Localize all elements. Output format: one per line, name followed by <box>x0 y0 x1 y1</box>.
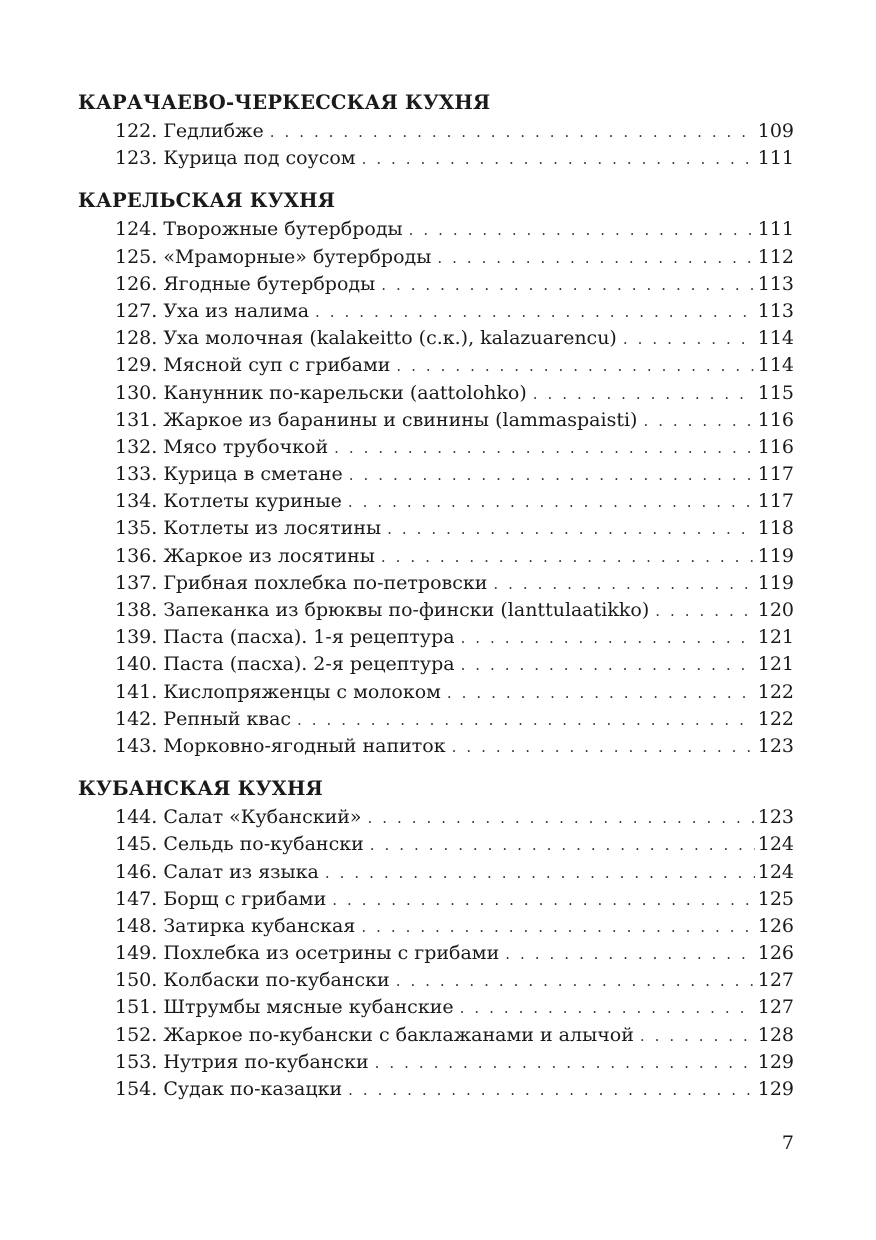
entry-page: 127 <box>757 996 794 1019</box>
entry-number: 143. <box>115 734 158 757</box>
toc-entry[interactable] <box>78 679 794 706</box>
toc-entry[interactable] <box>78 624 794 651</box>
dot-leader <box>348 1077 755 1104</box>
entry-page: 112 <box>757 245 794 268</box>
entry-page: 124 <box>757 860 794 883</box>
entry-number: 140. <box>115 653 158 676</box>
dot-leader <box>655 598 754 625</box>
dot-leader <box>643 408 754 435</box>
dot-leader <box>493 571 754 598</box>
entry-page: 121 <box>757 653 794 676</box>
entry-number: 134. <box>115 490 158 513</box>
dot-leader <box>349 462 755 489</box>
toc-entry[interactable] <box>78 994 794 1021</box>
section-kuban <box>78 774 794 1103</box>
entry-title: Творожные бутерброды <box>163 218 403 241</box>
entry-page: 109 <box>757 120 794 142</box>
entry-number: 154. <box>115 1078 158 1100</box>
toc-entry[interactable] <box>78 886 794 913</box>
entry-title: Похлебка из осетрины с грибами <box>163 942 500 965</box>
entry-title: Морковно-ягодный напиток <box>163 734 446 757</box>
entry-page: 129 <box>757 1078 794 1100</box>
entry-title: «Мраморные» бутерброды <box>163 245 432 268</box>
entry-title: Штрумбы мясные кубанские <box>163 996 454 1019</box>
entry-number: 147. <box>115 887 158 910</box>
toc-entry[interactable] <box>78 271 794 298</box>
entry-title: Мясо трубочкой <box>163 435 329 458</box>
section-karelian <box>78 186 794 760</box>
dot-leader <box>640 1023 755 1050</box>
entry-page: 116 <box>757 408 794 431</box>
toc-entry[interactable] <box>78 859 794 886</box>
entry-number: 122. <box>115 120 158 142</box>
entry-number: 128. <box>115 327 158 350</box>
toc-entry[interactable] <box>78 804 794 831</box>
entry-title: Курица под соусом <box>163 147 356 170</box>
toc-entry[interactable] <box>78 515 794 542</box>
entry-page: 117 <box>757 463 794 486</box>
entry-page: 118 <box>757 517 794 540</box>
dot-leader <box>461 652 755 679</box>
entry-number: 148. <box>115 914 158 937</box>
toc-entry[interactable] <box>78 831 794 858</box>
toc-entry[interactable] <box>78 380 794 407</box>
toc-entry[interactable] <box>78 325 794 352</box>
entry-number: 133. <box>115 463 158 486</box>
entry-number: 149. <box>115 942 158 965</box>
entry-page: 123 <box>757 734 794 757</box>
toc-entry[interactable] <box>78 597 794 624</box>
entry-number: 142. <box>115 707 158 730</box>
toc-entry[interactable] <box>78 940 794 967</box>
toc-entry[interactable] <box>78 488 794 515</box>
toc-entry[interactable] <box>78 1022 794 1049</box>
entry-page: 129 <box>757 1050 794 1073</box>
entry-page: 115 <box>757 381 794 404</box>
entry-page: 122 <box>757 707 794 730</box>
dot-leader <box>368 805 755 832</box>
entry-title: Затирка кубанская <box>163 914 356 937</box>
entry-page: 116 <box>757 435 794 458</box>
entry-number: 126. <box>115 272 158 295</box>
entry-number: 145. <box>115 833 158 856</box>
dot-leader <box>325 860 755 887</box>
dot-leader <box>387 516 755 543</box>
entry-number: 129. <box>115 354 158 377</box>
toc-entry[interactable] <box>78 298 794 325</box>
section-title: КУБАНСКАЯ КУХНЯ <box>78 777 323 801</box>
dot-leader <box>361 914 754 941</box>
entry-title: Репный квас <box>163 707 292 730</box>
toc-entry[interactable] <box>78 461 794 488</box>
dot-leader <box>452 734 755 761</box>
entry-page: 120 <box>757 599 794 621</box>
entry-title: Канунник по-карельски (aattolohko) <box>163 381 527 404</box>
entry-page: 121 <box>757 626 794 649</box>
dot-leader <box>362 146 755 173</box>
dot-leader <box>381 272 755 299</box>
section-entries <box>78 804 794 1103</box>
entry-number: 131. <box>115 408 158 431</box>
section-entries <box>78 216 794 760</box>
entry-page: 114 <box>757 354 794 377</box>
entry-number: 139. <box>115 626 158 649</box>
entry-number: 136. <box>115 544 158 567</box>
toc-entry[interactable] <box>78 352 794 379</box>
table-of-contents <box>78 88 794 1103</box>
entry-number: 146. <box>115 860 158 883</box>
section-title: КАРАЧАЕВО-ЧЕРКЕССКАЯ КУХНЯ <box>78 91 491 114</box>
entry-title: Котлеты из лосятины <box>163 517 382 540</box>
toc-entry[interactable] <box>78 651 794 678</box>
entry-title: Жаркое из баранины и свинины (lammaspaisti) <box>163 408 638 431</box>
toc-entry[interactable] <box>78 118 794 145</box>
toc-entry[interactable] <box>78 145 794 172</box>
entry-title: Уха молочная (kalakeitto (с.к.), kalazuarencu) <box>163 327 617 350</box>
section-entries <box>78 118 794 172</box>
entry-number: 132. <box>115 435 158 458</box>
section-title: КАРЕЛЬСКАЯ КУХНЯ <box>78 189 336 213</box>
entry-page: 111 <box>757 218 794 241</box>
entry-number: 127. <box>115 299 158 322</box>
entry-number: 138. <box>115 599 158 621</box>
entry-number: 125. <box>115 245 158 268</box>
toc-entry[interactable] <box>78 967 794 994</box>
entry-title: Запеканка из брюквы по-фински (lanttulaatikko) <box>163 599 650 621</box>
entry-page: 128 <box>757 1023 794 1046</box>
page-number: 7 <box>781 1132 794 1154</box>
entry-number: 123. <box>115 147 158 170</box>
toc-entry[interactable] <box>78 733 794 760</box>
toc-entry[interactable] <box>78 244 794 271</box>
toc-entry[interactable] <box>78 407 794 434</box>
entry-page: 119 <box>757 571 794 594</box>
entry-number: 144. <box>115 806 158 829</box>
dot-leader <box>375 1050 755 1077</box>
entry-number: 124. <box>115 218 158 241</box>
entry-title: Уха из налима <box>163 299 310 322</box>
entry-title: Котлеты куриные <box>163 490 342 513</box>
entry-page: 125 <box>757 887 794 910</box>
dot-leader <box>409 217 755 244</box>
entry-page: 122 <box>757 680 794 703</box>
entry-title: Судак по-казацки <box>163 1078 343 1100</box>
entry-title: Курица в сметане <box>163 463 343 486</box>
dot-leader <box>270 119 755 146</box>
toc-entry[interactable] <box>78 216 794 243</box>
entry-title: Мясной суп с грибами <box>163 354 391 377</box>
entry-page: 111 <box>757 147 794 170</box>
entry-number: 151. <box>115 996 158 1019</box>
toc-entry[interactable] <box>78 706 794 733</box>
entry-page: 119 <box>757 544 794 567</box>
entry-title: Грибная похлебка по-петровски <box>163 571 488 594</box>
entry-title: Паста (пасха). 1-я рецептура <box>163 626 455 649</box>
entry-number: 137. <box>115 571 158 594</box>
toc-entry[interactable] <box>78 913 794 940</box>
entry-title: Салат «Кубанский» <box>163 806 362 829</box>
entry-number: 135. <box>115 517 158 540</box>
dot-leader <box>505 941 754 968</box>
dot-leader <box>460 995 755 1022</box>
entry-page: 117 <box>757 490 794 513</box>
entry-page: 126 <box>757 942 794 965</box>
dot-leader <box>297 707 755 734</box>
entry-title: Жаркое по-кубански с баклажанами и алычой <box>163 1023 634 1046</box>
entry-title: Ягодные бутерброды <box>163 272 376 295</box>
entry-number: 150. <box>115 969 158 992</box>
dot-leader <box>332 887 754 914</box>
entry-title: Борщ с грибами <box>163 887 327 910</box>
dot-leader <box>396 353 754 380</box>
entry-page: 113 <box>757 272 794 295</box>
toc-entry[interactable] <box>78 434 794 461</box>
entry-title: Жаркое из лосятины <box>163 544 375 567</box>
dot-leader <box>315 299 755 326</box>
toc-entry[interactable] <box>78 570 794 597</box>
entry-number: 130. <box>115 381 158 404</box>
section-karachay-cherkess <box>78 88 794 172</box>
dot-leader <box>334 435 755 462</box>
dot-leader <box>396 968 755 995</box>
entry-title: Колбаски по-кубански <box>163 969 390 992</box>
entry-title: Нутрия по-кубански <box>163 1050 369 1073</box>
entry-title: Сельдь по-кубански <box>163 833 364 856</box>
entry-page: 114 <box>757 327 794 350</box>
entry-page: 113 <box>757 299 794 322</box>
toc-entry[interactable] <box>78 543 794 570</box>
entry-page: 127 <box>757 969 794 992</box>
entry-number: 153. <box>115 1050 158 1073</box>
entry-title: Кислопряженцы с молоком <box>163 680 441 703</box>
entry-title: Салат из языка <box>163 860 319 883</box>
entry-number: 152. <box>115 1023 158 1046</box>
dot-leader <box>437 245 754 272</box>
entry-page: 126 <box>757 914 794 937</box>
entry-page: 124 <box>757 833 794 856</box>
dot-leader <box>370 832 755 859</box>
dot-leader <box>461 625 755 652</box>
entry-title: Паста (пасха). 2-я рецептура <box>163 653 455 676</box>
toc-entry[interactable] <box>78 1049 794 1076</box>
dot-leader <box>623 326 755 353</box>
entry-number: 141. <box>115 680 158 703</box>
dot-leader <box>381 544 755 571</box>
dot-leader <box>533 381 755 408</box>
dot-leader <box>447 680 755 707</box>
dot-leader <box>348 489 755 516</box>
toc-entry[interactable] <box>78 1076 794 1103</box>
entry-page: 123 <box>757 806 794 829</box>
entry-title: Гедлибже <box>163 120 264 142</box>
